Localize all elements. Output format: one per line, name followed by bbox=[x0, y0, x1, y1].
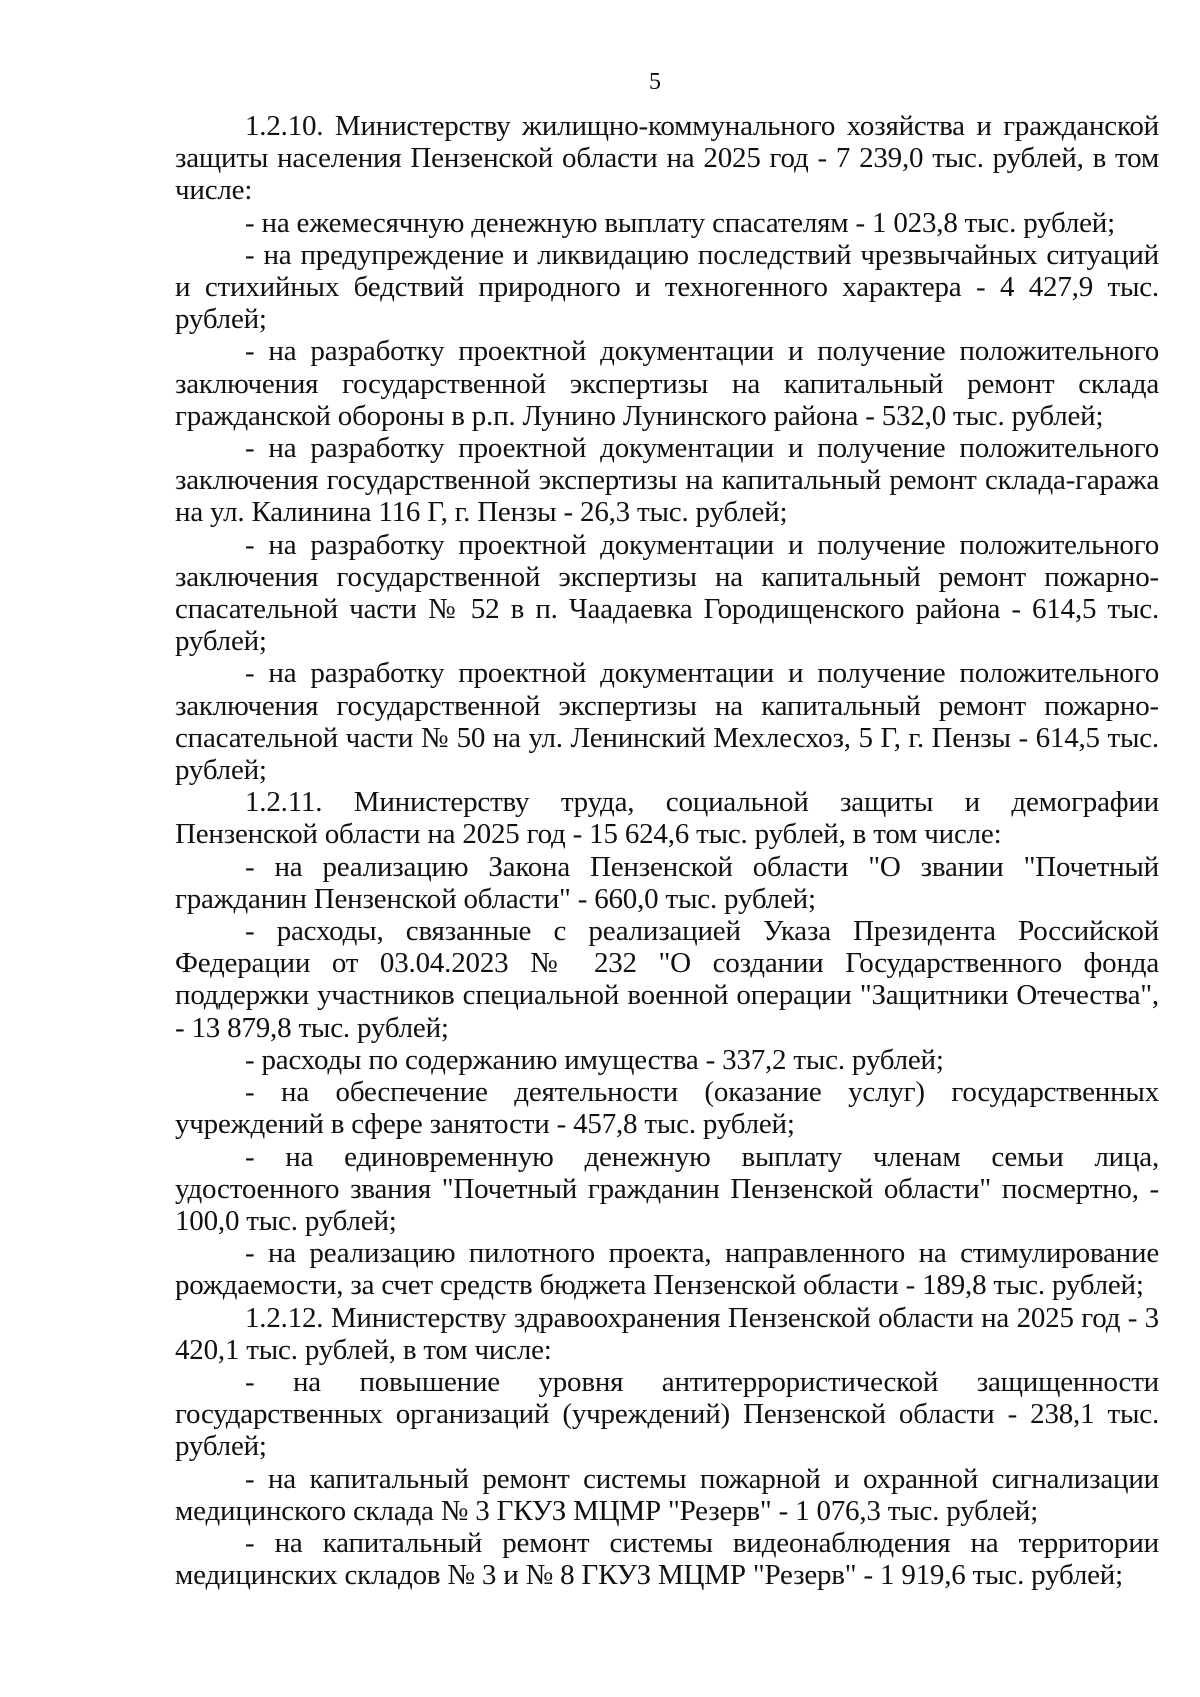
list-item: - на реализацию пилотного проекта, направленного на стимулирование рождаемости, за счет средств бюджета Пензенской области - 189,8 тыс. рублей; bbox=[175, 1237, 1159, 1302]
list-item: - на разработку проектной документации и получение положительного заключения государственной экспертизы на капитальный ремонт пожарно-спасательной части № 50 на ул. Ленинский Мехлесхоз, 5 Г, г. Пензы - 614,5 тыс. рублей; bbox=[175, 657, 1159, 787]
list-item: - расходы, связанные с реализацией Указа Президента Российской Федерации от 03.04.2023 № 232 "О создании Государственного фонда поддержки участников специальной военной операции "Защитники Отечества", - 13 879,8 тыс. рублей; bbox=[175, 915, 1159, 1044]
list-item: - на предупреждение и ликвидацию последствий чрезвычайных ситуаций и стихийных бедствий природного и техногенного характера - 4 427,9 тыс. рублей; bbox=[175, 238, 1159, 336]
list-item: - на повышение уровня антитеррористической защищенности государственных организаций (учреждений) Пензенской области - 238,1 тыс. рублей; bbox=[175, 1365, 1159, 1463]
paragraph-1-2-10: 1.2.10. Министерству жилищно-коммунального хозяйства и гражданской защиты населения Пензенской области на 2025 год - 7 239,0 тыс. рублей, в том числе: bbox=[175, 110, 1159, 207]
list-item: - на обеспечение деятельности (оказание услуг) государственных учреждений в сфере занятости - 457,8 тыс. рублей; bbox=[175, 1076, 1159, 1141]
list-item: - на разработку проектной документации и получение положительного заключения государственной экспертизы на капитальный ремонт склада-гаража на ул. Калинина 116 Г, г. Пензы - 26,3 тыс. рублей; bbox=[175, 432, 1159, 529]
list-item: - на единовременную денежную выплату членам семьи лица, удостоенного звания "Почетный гражданин Пензенской области" посмертно, - 100,0 тыс. рублей; bbox=[175, 1140, 1159, 1237]
paragraph-1-2-11: 1.2.11. Министерству труда, социальной защиты и демографии Пензенской области на 2025 год - 15 624,6 тыс. рублей, в том числе: bbox=[175, 786, 1159, 851]
list-item: - на разработку проектной документации и получение положительного заключения государственной экспертизы на капитальный ремонт пожарно-спасательной части № 52 в п. Чаадаевка Городищенского района - 614,5 тыс. рублей; bbox=[175, 528, 1159, 658]
list-item: - на ежемесячную денежную выплату спасателям - 1 023,8 тыс. рублей; bbox=[245, 206, 1115, 239]
list-item: - расходы по содержанию имущества - 337,2 тыс. рублей; bbox=[245, 1043, 944, 1076]
paragraph-1-2-12: 1.2.12. Министерству здравоохранения Пензенской области на 2025 год - 3 420,1 тыс. рублей, в том числе: bbox=[175, 1301, 1159, 1366]
list-item: - на реализацию Закона Пензенской области "О звании "Почетный гражданин Пензенской области" - 660,0 тыс. рублей; bbox=[175, 850, 1159, 915]
document-body bbox=[175, 110, 1159, 1591]
page-number: 5 bbox=[649, 69, 661, 95]
list-item: - на капитальный ремонт системы видеонаблюдения на территории медицинских складов № 3 и № 8 ГКУЗ МЦМР "Резерв" - 1 919,6 тыс. рублей; bbox=[175, 1526, 1159, 1592]
list-item: - на капитальный ремонт системы пожарной и охранной сигнализации медицинского склада № 3 ГКУЗ МЦМР "Резерв" - 1 076,3 тыс. рублей; bbox=[175, 1462, 1159, 1527]
list-item: - на разработку проектной документации и получение положительного заключения государственной экспертизы на капитальный ремонт склада гражданской обороны в р.п. Лунино Лунинского района - 532,0 тыс. рублей; bbox=[175, 335, 1159, 432]
